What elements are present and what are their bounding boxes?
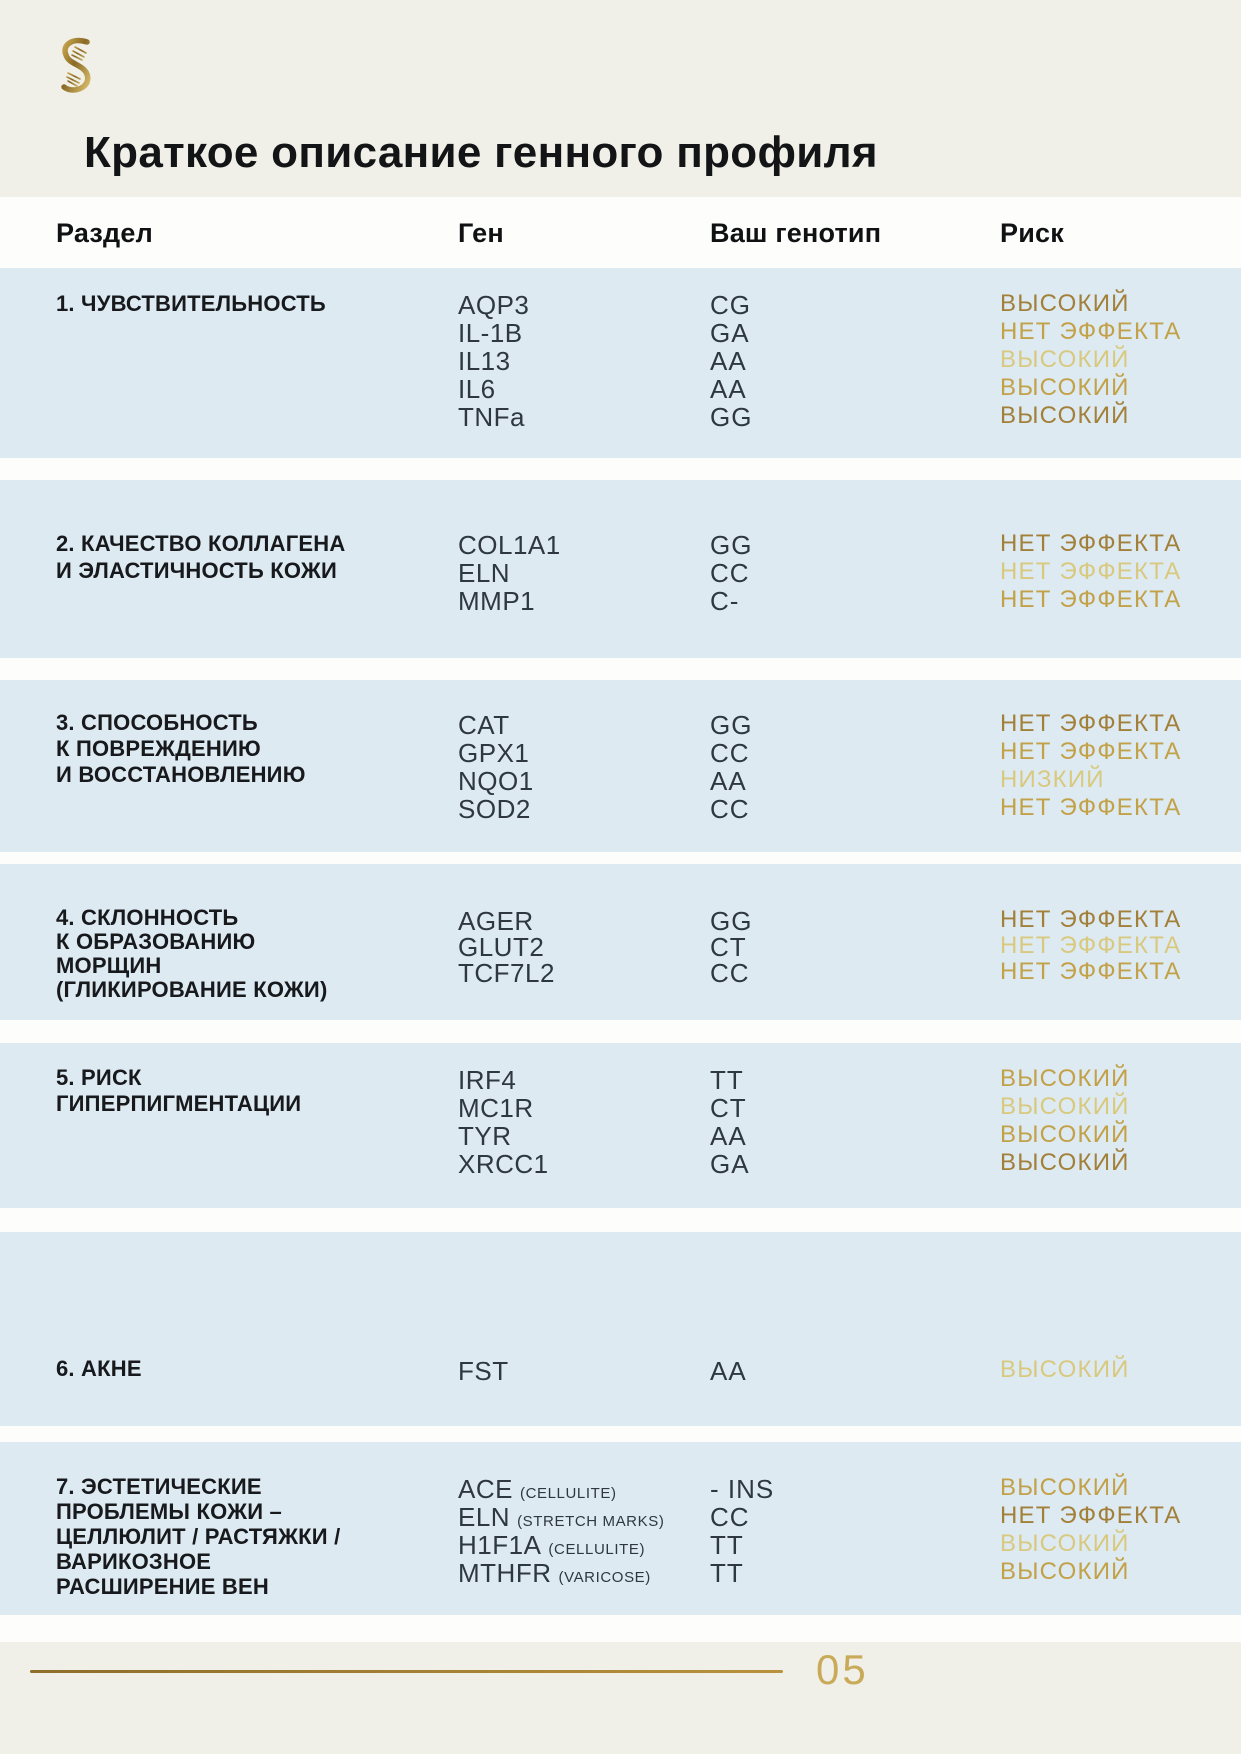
section-title-line: ВАРИКОЗНОЕ <box>56 1549 212 1574</box>
risk-value: НЕТ ЭФФЕКТА <box>1000 958 1182 985</box>
section-title-line: И ЭЛАСТИЧНОСТЬ КОЖИ <box>56 558 338 583</box>
gene-name: NQO1 <box>458 766 534 796</box>
gene-name: ELN <box>458 558 511 588</box>
section-title-line: 6. АКНЕ <box>56 1356 142 1381</box>
genotype-value: AA <box>710 1356 747 1386</box>
genotype-value: GG <box>710 402 753 432</box>
section-title-line: ГИПЕРПИГМЕНТАЦИИ <box>56 1091 302 1116</box>
genotype-value: C- <box>710 586 740 616</box>
gene-name: TYR <box>458 1121 512 1151</box>
section-title-line: ПРОБЛЕМЫ КОЖИ – <box>56 1499 282 1524</box>
risk-value: ВЫСОКИЙ <box>1000 1065 1130 1092</box>
risk-value: ВЫСОКИЙ <box>1000 1093 1130 1120</box>
section-title-line: 7. ЭСТЕТИЧЕСКИЕ <box>56 1474 262 1499</box>
genotype-value: CC <box>710 958 750 988</box>
column-header-section: Раздел <box>56 218 153 248</box>
genotype-value: CC <box>710 738 750 768</box>
page-title: Краткое описание генного профиля <box>84 128 878 177</box>
genotype-value: TT <box>710 1558 744 1588</box>
risk-value: НЕТ ЭФФЕКТА <box>1000 1502 1182 1529</box>
gene-note: (VARICOSE) <box>558 1569 651 1586</box>
genotype-value: GG <box>710 530 753 560</box>
risk-value: ВЫСОКИЙ <box>1000 402 1130 429</box>
section-title <box>56 290 426 317</box>
risk-value: ВЫСОКИЙ <box>1000 1558 1130 1585</box>
gene-name: AQP3 <box>458 290 530 320</box>
genotype-value: GG <box>710 710 753 740</box>
section-band-6 <box>0 1232 1241 1426</box>
gene-name: IL-1B <box>458 318 523 348</box>
column-header-gene: Ген <box>458 218 504 248</box>
gene-name: GPX1 <box>458 738 530 768</box>
gene-name: GLUT2 <box>458 932 545 962</box>
section-title <box>56 1356 426 1382</box>
section-title-line: МОРЩИН <box>56 953 162 978</box>
genotype-value: CC <box>710 558 750 588</box>
section-title <box>56 1474 426 1599</box>
risk-value: ВЫСОКИЙ <box>1000 1530 1130 1557</box>
column-header-risk: Риск <box>1000 218 1064 248</box>
genotype-value: TT <box>710 1065 744 1095</box>
gene-name: MC1R <box>458 1093 534 1123</box>
gene-name: IRF4 <box>458 1065 517 1095</box>
genotype-value: GA <box>710 318 750 348</box>
risk-value: НЕТ ЭФФЕКТА <box>1000 932 1182 959</box>
footer-divider-line <box>30 1670 783 1673</box>
risk-value: НЕТ ЭФФЕКТА <box>1000 738 1182 765</box>
gene-name: COL1A1 <box>458 530 561 560</box>
section-band-5 <box>0 1043 1241 1208</box>
gene-name: TCF7L2 <box>458 958 555 988</box>
genotype-value: AA <box>710 374 747 404</box>
section-title-line: К ОБРАЗОВАНИЮ <box>56 929 256 954</box>
risk-value: НЕТ ЭФФЕКТА <box>1000 530 1182 557</box>
section-title <box>56 710 426 788</box>
gene-name: ELN (STRETCH MARKS) <box>458 1502 665 1532</box>
gene-name: H1F1A (CELLULITE) <box>458 1530 646 1560</box>
genotype-value: CT <box>710 1093 747 1123</box>
gene-name: MMP1 <box>458 586 536 616</box>
genotype-value: CC <box>710 1502 750 1532</box>
section-title-line: 4. СКЛОННОСТЬ <box>56 905 239 930</box>
section-title-line: 3. СПОСОБНОСТЬ <box>56 710 258 735</box>
risk-value: НЕТ ЭФФЕКТА <box>1000 906 1182 933</box>
gene-name: IL6 <box>458 374 496 404</box>
risk-value: ВЫСОКИЙ <box>1000 290 1130 317</box>
section-title-line: 5. РИСК <box>56 1065 142 1090</box>
gene-name: AGER <box>458 906 534 936</box>
risk-value: НЕТ ЭФФЕКТА <box>1000 794 1182 821</box>
gene-note: (STRETCH MARKS) <box>517 1513 665 1530</box>
section-band-7 <box>0 1442 1241 1615</box>
genotype-value: TT <box>710 1530 744 1560</box>
section-band-1 <box>0 268 1241 458</box>
section-title-line: 1. ЧУВСТВИТЕЛЬНОСТЬ <box>56 291 326 316</box>
gene-name: XRCC1 <box>458 1149 549 1179</box>
genotype-value: AA <box>710 1121 747 1151</box>
risk-value: ВЫСОКИЙ <box>1000 346 1130 373</box>
genotype-value: AA <box>710 766 747 796</box>
risk-value: НЕТ ЭФФЕКТА <box>1000 710 1182 737</box>
gene-note: (CELLULITE) <box>519 1485 617 1502</box>
risk-value: ВЫСОКИЙ <box>1000 1356 1130 1383</box>
gene-name: TNFa <box>458 402 525 432</box>
section-band-4 <box>0 864 1241 1020</box>
risk-value: НЕТ ЭФФЕКТА <box>1000 586 1182 613</box>
gene-name: MTHFR (VARICOSE) <box>458 1558 651 1588</box>
column-header-genotype: Ваш генотип <box>710 218 882 248</box>
risk-value: НЕТ ЭФФЕКТА <box>1000 558 1182 585</box>
gene-name: IL13 <box>458 346 511 376</box>
section-title-line: 2. КАЧЕСТВО КОЛЛАГЕНА <box>56 531 346 556</box>
risk-value: НЕТ ЭФФЕКТА <box>1000 318 1182 345</box>
section-title-line: РАСШИРЕНИЕ ВЕН <box>56 1574 269 1599</box>
gene-name: SOD2 <box>458 794 531 824</box>
section-title <box>56 530 426 584</box>
genotype-value: CT <box>710 932 747 962</box>
section-band-3 <box>0 680 1241 852</box>
risk-value: ВЫСОКИЙ <box>1000 1474 1130 1501</box>
risk-value: ВЫСОКИЙ <box>1000 374 1130 401</box>
genotype-value: AA <box>710 346 747 376</box>
section-title <box>56 1065 426 1117</box>
genotype-value: GG <box>710 906 753 936</box>
gene-name: ACE (CELLULITE) <box>458 1474 617 1504</box>
section-title-line: (ГЛИКИРОВАНИЕ КОЖИ) <box>56 977 328 1002</box>
section-title-line: ЦЕЛЛЮЛИТ / РАСТЯЖКИ / <box>56 1524 341 1549</box>
section-band-2 <box>0 480 1241 658</box>
risk-value: ВЫСОКИЙ <box>1000 1149 1130 1176</box>
genotype-value: - INS <box>710 1474 775 1504</box>
page-number: 05 <box>816 1646 869 1693</box>
section-title <box>56 906 426 1002</box>
genotype-value: CG <box>710 290 751 320</box>
genotype-value: GA <box>710 1149 750 1179</box>
gene-name: CAT <box>458 710 510 740</box>
gene-name: FST <box>458 1356 509 1386</box>
section-title-line: И ВОССТАНОВЛЕНИЮ <box>56 762 306 787</box>
risk-value: НИЗКИЙ <box>1000 766 1105 793</box>
gene-note: (CELLULITE) <box>548 1541 646 1558</box>
section-title-line: К ПОВРЕЖДЕНИЮ <box>56 736 261 761</box>
dna-helix-icon <box>54 36 100 96</box>
risk-value: ВЫСОКИЙ <box>1000 1121 1130 1148</box>
genotype-value: CC <box>710 794 750 824</box>
